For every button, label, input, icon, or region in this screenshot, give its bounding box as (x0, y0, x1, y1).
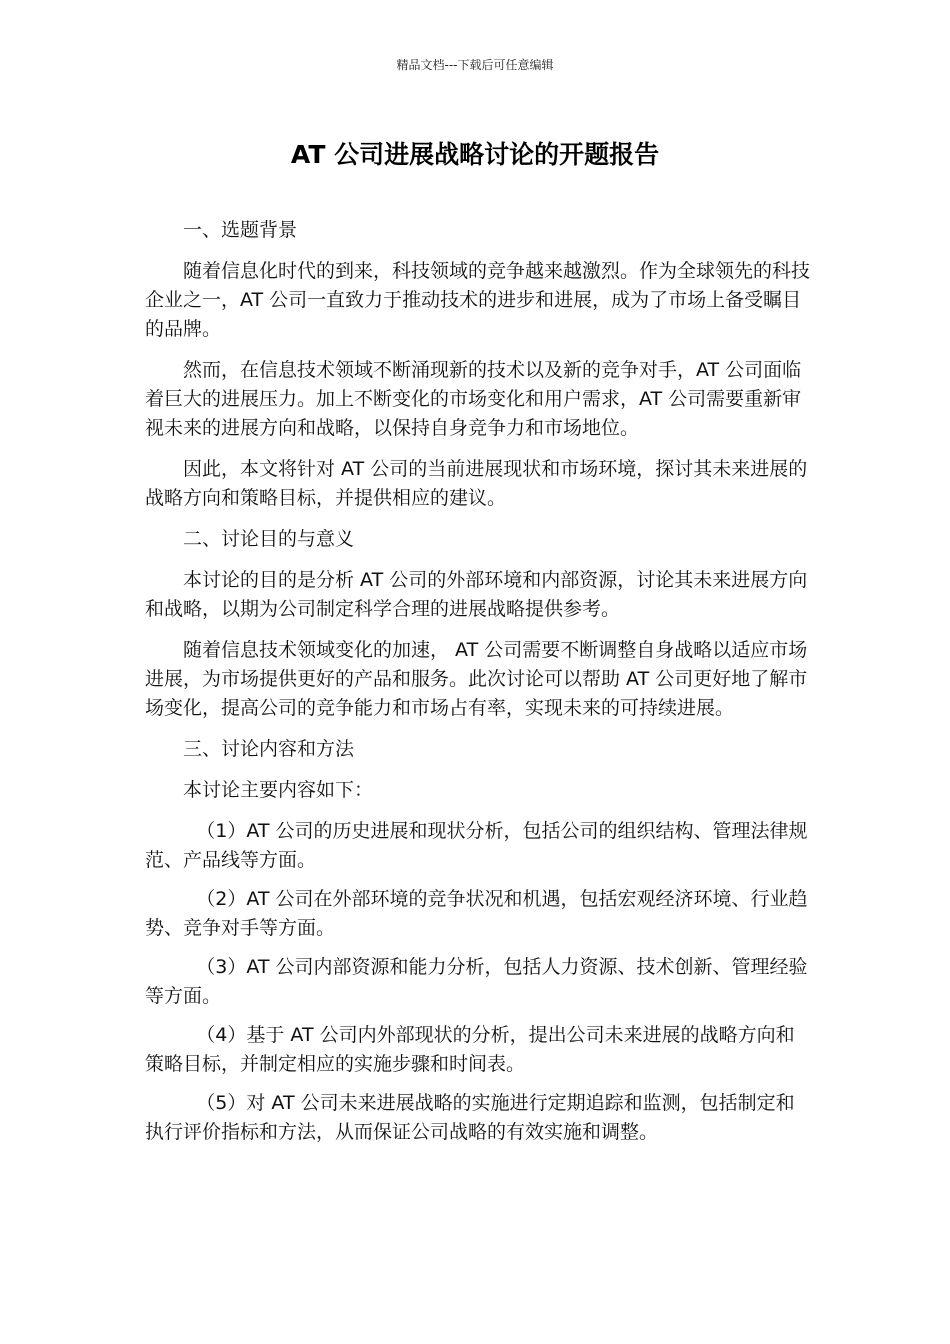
list-item: （3）AT 公司内部资源和能力分析，包括人力资源、技术创新、管理经验等方面。 (145, 956, 808, 1007)
paragraph: 本讨论主要内容如下： (183, 779, 374, 801)
paragraph: 本讨论的目的是分析 AT 公司的外部环境和内部资源，讨论其未来进展方向和战略，以期为公司制定科学合理的进展战略提供参考。 (145, 569, 808, 620)
section-heading-content-methods: 三、讨论内容和方法 (183, 738, 355, 760)
section-heading-purpose: 二、讨论目的与意义 (183, 528, 355, 550)
paragraph: 随着信息技术领域变化的加速， AT 公司需要不断调整自身战略以适应市场进展，为市场提供更好的产品和服务。此次讨论可以帮助 AT 公司更好地了解市场变化，提高公司的竞争能力和市场占有率，实现未来的可持续进展。 (145, 639, 808, 719)
list-item: （1）AT 公司的历史进展和现状分析，包括公司的组织结构、管理法律规范、产品线等方面。 (145, 820, 808, 871)
document-body (145, 216, 810, 1157)
paragraph: 因此，本文将针对 AT 公司的当前进展现状和市场环境，探讨其未来进展的战略方向和策略目标，并提供相应的建议。 (145, 458, 808, 509)
paragraph: 随着信息化时代的到来，科技领域的竞争越来越激烈。作为全球领先的科技企业之一，AT 公司一直致力于推动技术的进步和进展，成为了市场上备受瞩目的品牌。 (145, 260, 811, 340)
section-heading-background: 一、选题背景 (183, 219, 298, 241)
paragraph: 然而，在信息技术领域不断涌现新的技术以及新的竞争对手，AT 公司面临着巨大的进展压力。加上不断变化的市场变化和用户需求，AT 公司需要重新审视未来的进展方向和战略，以保持自身竞争力和市场地位。 (145, 359, 802, 439)
document-title: AT 公司进展战略讨论的开题报告 (290, 140, 660, 169)
header-note: 精品文档---下载后可任意编辑 (396, 58, 554, 72)
list-item: （5）对 AT 公司未来进展战略的实施进行定期追踪和监测，包括制定和执行评价指标和方法，从而保证公司战略的有效实施和调整。 (145, 1092, 795, 1143)
list-item: （2）AT 公司在外部环境的竞争状况和机遇，包括宏观经济环境、行业趋势、竞争对手等方面。 (145, 888, 808, 939)
list-item: （4）基于 AT 公司内外部现状的分析，提出公司未来进展的战略方向和策略目标，并制定相应的实施步骤和时间表。 (145, 1024, 795, 1075)
